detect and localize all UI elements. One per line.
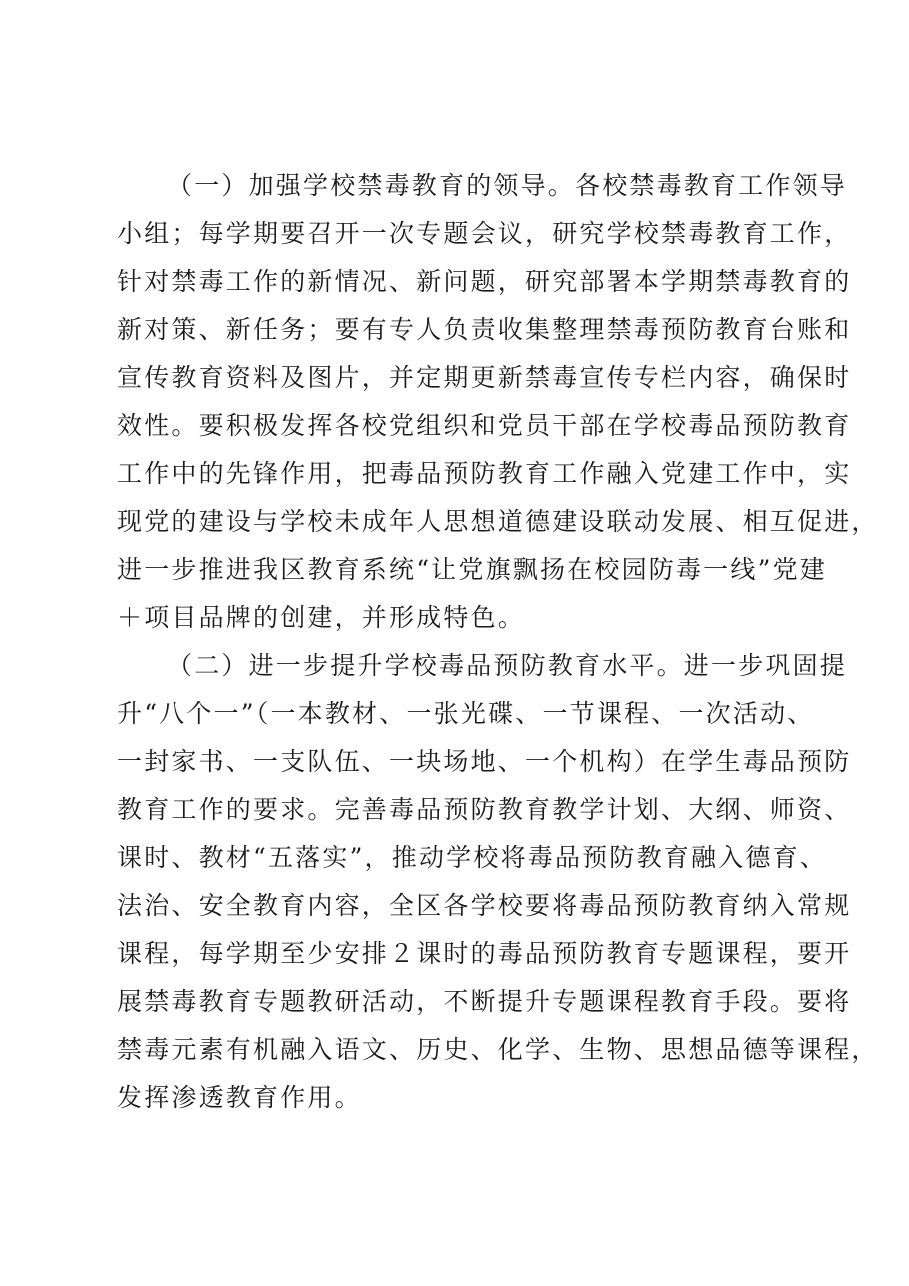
- paragraph-2-line-9: 禁毒元素有机融入语文、历史、化学、生物、思想品德等课程，: [117, 1035, 879, 1064]
- paragraph-1-line-2: 小组；每学期要召开一次专题会议，研究学校禁毒教育工作，: [117, 219, 852, 248]
- paragraph-2-line-7: 课程，每学期至少安排２课时的毒品预防教育专题课程，要开: [117, 939, 852, 968]
- paragraph-2-line-8: 展禁毒教育专题教研活动，不断提升专题课程教育手段。要将: [117, 987, 852, 1016]
- paragraph-2-line-5: 课时、教材“五落实”，推动学校将毒品预防教育融入德育、: [117, 843, 827, 872]
- paragraph-1-line-3: 针对禁毒工作的新情况、新问题，研究部署本学期禁毒教育的: [117, 267, 852, 296]
- paragraph-2-line-10: 发挥渗透教育作用。: [117, 1083, 362, 1112]
- paragraph-2-line-2: 升“八个一”（一本教材、一张光碟、一节课程、一次活动、: [117, 699, 815, 728]
- document-body: [117, 162, 879, 1122]
- paragraph-1-line-6: 效性。要积极发挥各校党组织和党员干部在学校毒品预防教育: [117, 411, 852, 440]
- paragraph-1-line-4: 新对策、新任务；要有专人负责收集整理禁毒预防教育台账和: [117, 315, 852, 344]
- paragraph-1-line-9: 进一步推进我区教育系统“让党旗飘扬在校园防毒一线”党建: [117, 555, 827, 584]
- paragraph-1-line-7: 工作中的先锋作用，把毒品预防教育工作融入党建工作中，实: [117, 459, 852, 488]
- paragraph-1-line-10: ＋项目品牌的创建，并形成特色。: [117, 603, 526, 632]
- paragraph-2-line-4: 教育工作的要求。完善毒品预防教育教学计划、大纲、师资、: [117, 795, 852, 824]
- paragraph-2-line-1: （二）进一步提升学校毒品预防教育水平。进一步巩固提: [167, 651, 848, 680]
- paragraph-2-line-6: 法治、安全教育内容，全区各学校要将毒品预防教育纳入常规: [117, 891, 852, 920]
- paragraph-1-line-8: 现党的建设与学校未成年人思想道德建设联动发展、相互促进，: [117, 507, 879, 536]
- paragraph-2-line-3: 一封家书、一支队伍、一块场地、一个机构）在学生毒品预防: [117, 747, 852, 776]
- paragraph-1-line-5: 宣传教育资料及图片，并定期更新禁毒宣传专栏内容，确保时: [117, 363, 852, 392]
- paragraph-1-line-1: （一）加强学校禁毒教育的领导。各校禁毒教育工作领导: [167, 171, 848, 200]
